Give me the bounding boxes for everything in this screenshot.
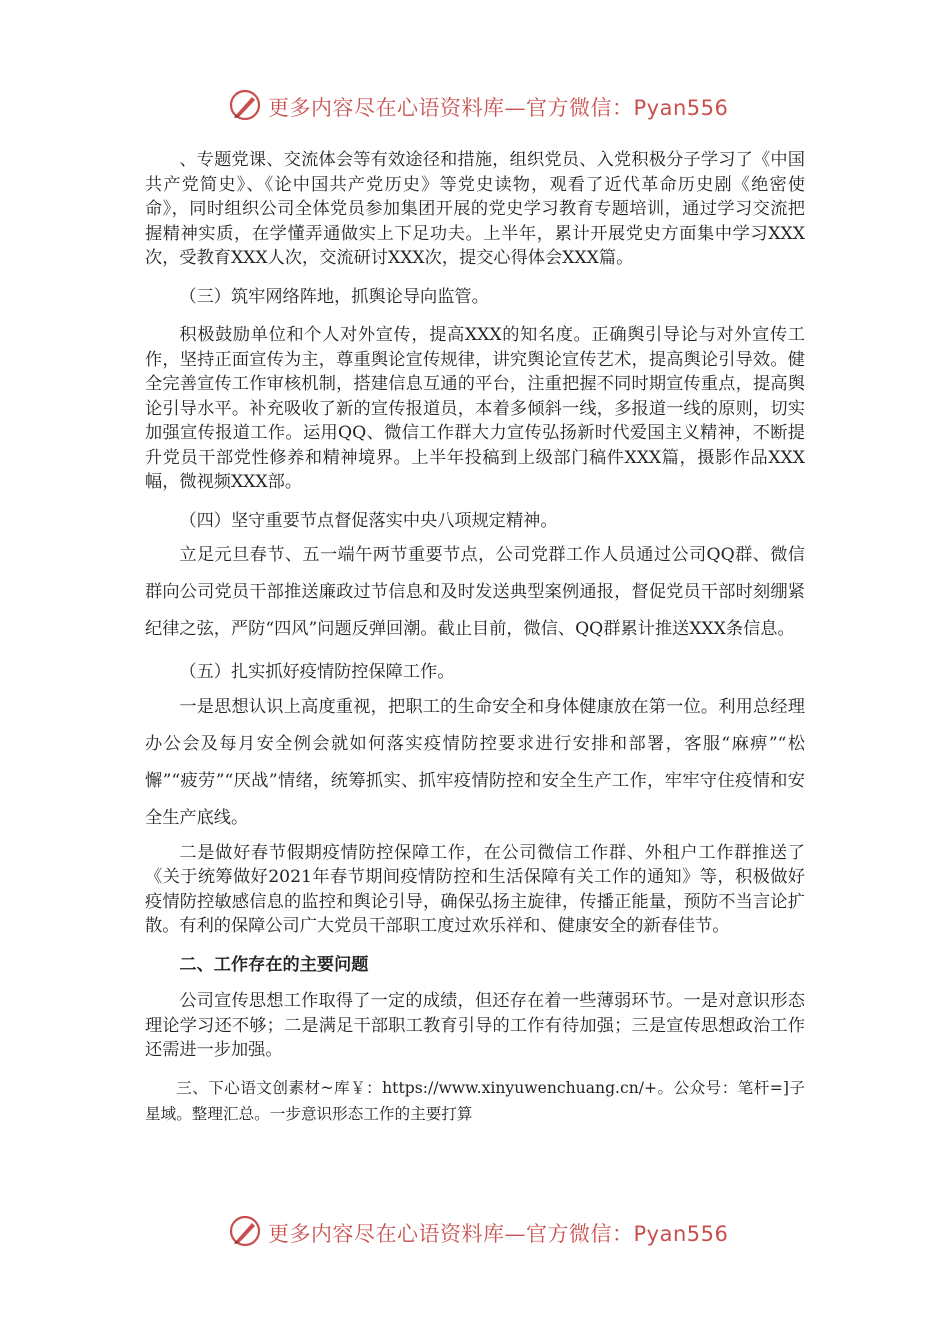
footer-watermark-banner bbox=[0, 1212, 950, 1252]
paragraph-plan: 三、下心语文创素材~库￥：https://www.xinyuwenchuang.cn/+。公众号：笔杆=]子星域。整理汇总。一步意识形态工作的主要打算 bbox=[145, 1078, 805, 1123]
document-body bbox=[145, 148, 805, 1127]
paragraph-network: 积极鼓励单位和个人对外宣传，提高XXX的知名度。正确舆引导论与对外宣传工作，坚持正面宣传为主，尊重舆论宣传规律，讲究舆论宣传艺术，提高舆论引导效。健全完善宣传工作审核机制，搭建信息互通的平台，注重把握不同时期宣传重点，提高舆论引导水平。补充吸收了新的宣传报道员，本着多倾斜一线，多报道一线的原则，切实加强宣传报道工作。运用QQ、微信工作群大力宣传弘扬新时代爱国主义精神，不断提升党员干部党性修养和精神境界。上半年投稿到上级部门稿件XXX篇，摄影作品XXX幅，微视频XXX部。 bbox=[145, 325, 805, 492]
paragraph-epidemic-1: 一是思想认识上高度重视，把职工的生命安全和身体健康放在第一位。利用总经理办公会及每月安全例会就如何落实疫情防控要求进行安排和部署，客服“麻痹”“松懈”“疲劳”“厌战”情绪，统筹抓实、抓牢疫情防控和安全生产工作，牢牢守住疫情和安全生产底线。 bbox=[145, 696, 805, 828]
paragraph-epidemic-2: 二是做好春节假期疫情防控保障工作，在公司微信工作群、外租户工作群推送了《关于统筹做好2021年春节期间疫情防控和生活保障有关工作的通知》等，积极做好疫情防控敏感信息的监控和舆论引导，确保弘扬主旋律，传播正能量，预防不当言论扩散。有利的保障公司广大党员干部职工度过欢乐祥和、健康安全的新春佳节。 bbox=[145, 842, 805, 936]
section-heading-problems: 二、工作存在的主要问题 bbox=[179, 954, 369, 975]
paragraph-study: 、专题党课、交流体会等有效途径和措施，组织党员、入党积极分子学习了《中国共产党简史》、《论中国共产党历史》等党史读物，观看了近代革命历史剧《绝密使命》，同时组织公司全体党员参加集团开展的党史学习教育专题培训，通过学习交流把握精神实质，在学懂弄通做实上下足功夫。上半年，累计开展党史方面集中学习XXX次，受教育XXX人次，交流研讨XXX次，提交心得体会XXX篇。 bbox=[145, 150, 805, 268]
section-heading-4: （四）坚守重要节点督促落实中央八项规定精神。 bbox=[179, 510, 558, 531]
banner-wechat-id: Pyan556 bbox=[633, 1222, 729, 1246]
pen-logo-icon bbox=[228, 1214, 262, 1248]
banner-text: 更多内容尽在心语资料库—官方微信： bbox=[268, 96, 634, 120]
banner-text: 更多内容尽在心语资料库—官方微信： bbox=[268, 1222, 634, 1246]
header-watermark-banner bbox=[0, 86, 950, 126]
section-heading-5: （五）扎实抓好疫情防控保障工作。 bbox=[179, 662, 455, 682]
section-heading-3: （三）筑牢网络阵地，抓舆论导向监管。 bbox=[179, 286, 489, 307]
banner-wechat-id: Pyan556 bbox=[633, 96, 729, 120]
pen-logo-icon bbox=[228, 88, 262, 122]
paragraph-festival: 立足元旦春节、五一端午两节重要节点，公司党群工作人员通过公司QQ群、微信群向公司党员干部推送廉政过节信息和及时发送典型案例通报，督促党员干部时刻绷紧纪律之弦，严防“四风”问题反弹回潮。截止目前，微信、QQ群累计推送XXX条信息。 bbox=[145, 545, 805, 639]
paragraph-problems: 公司宣传思想工作取得了一定的成绩，但还存在着一些薄弱环节。一是对意识形态理论学习还不够；二是满足干部职工教育引导的工作有待加强；三是宣传思想政治工作还需进一步加强。 bbox=[145, 991, 805, 1060]
